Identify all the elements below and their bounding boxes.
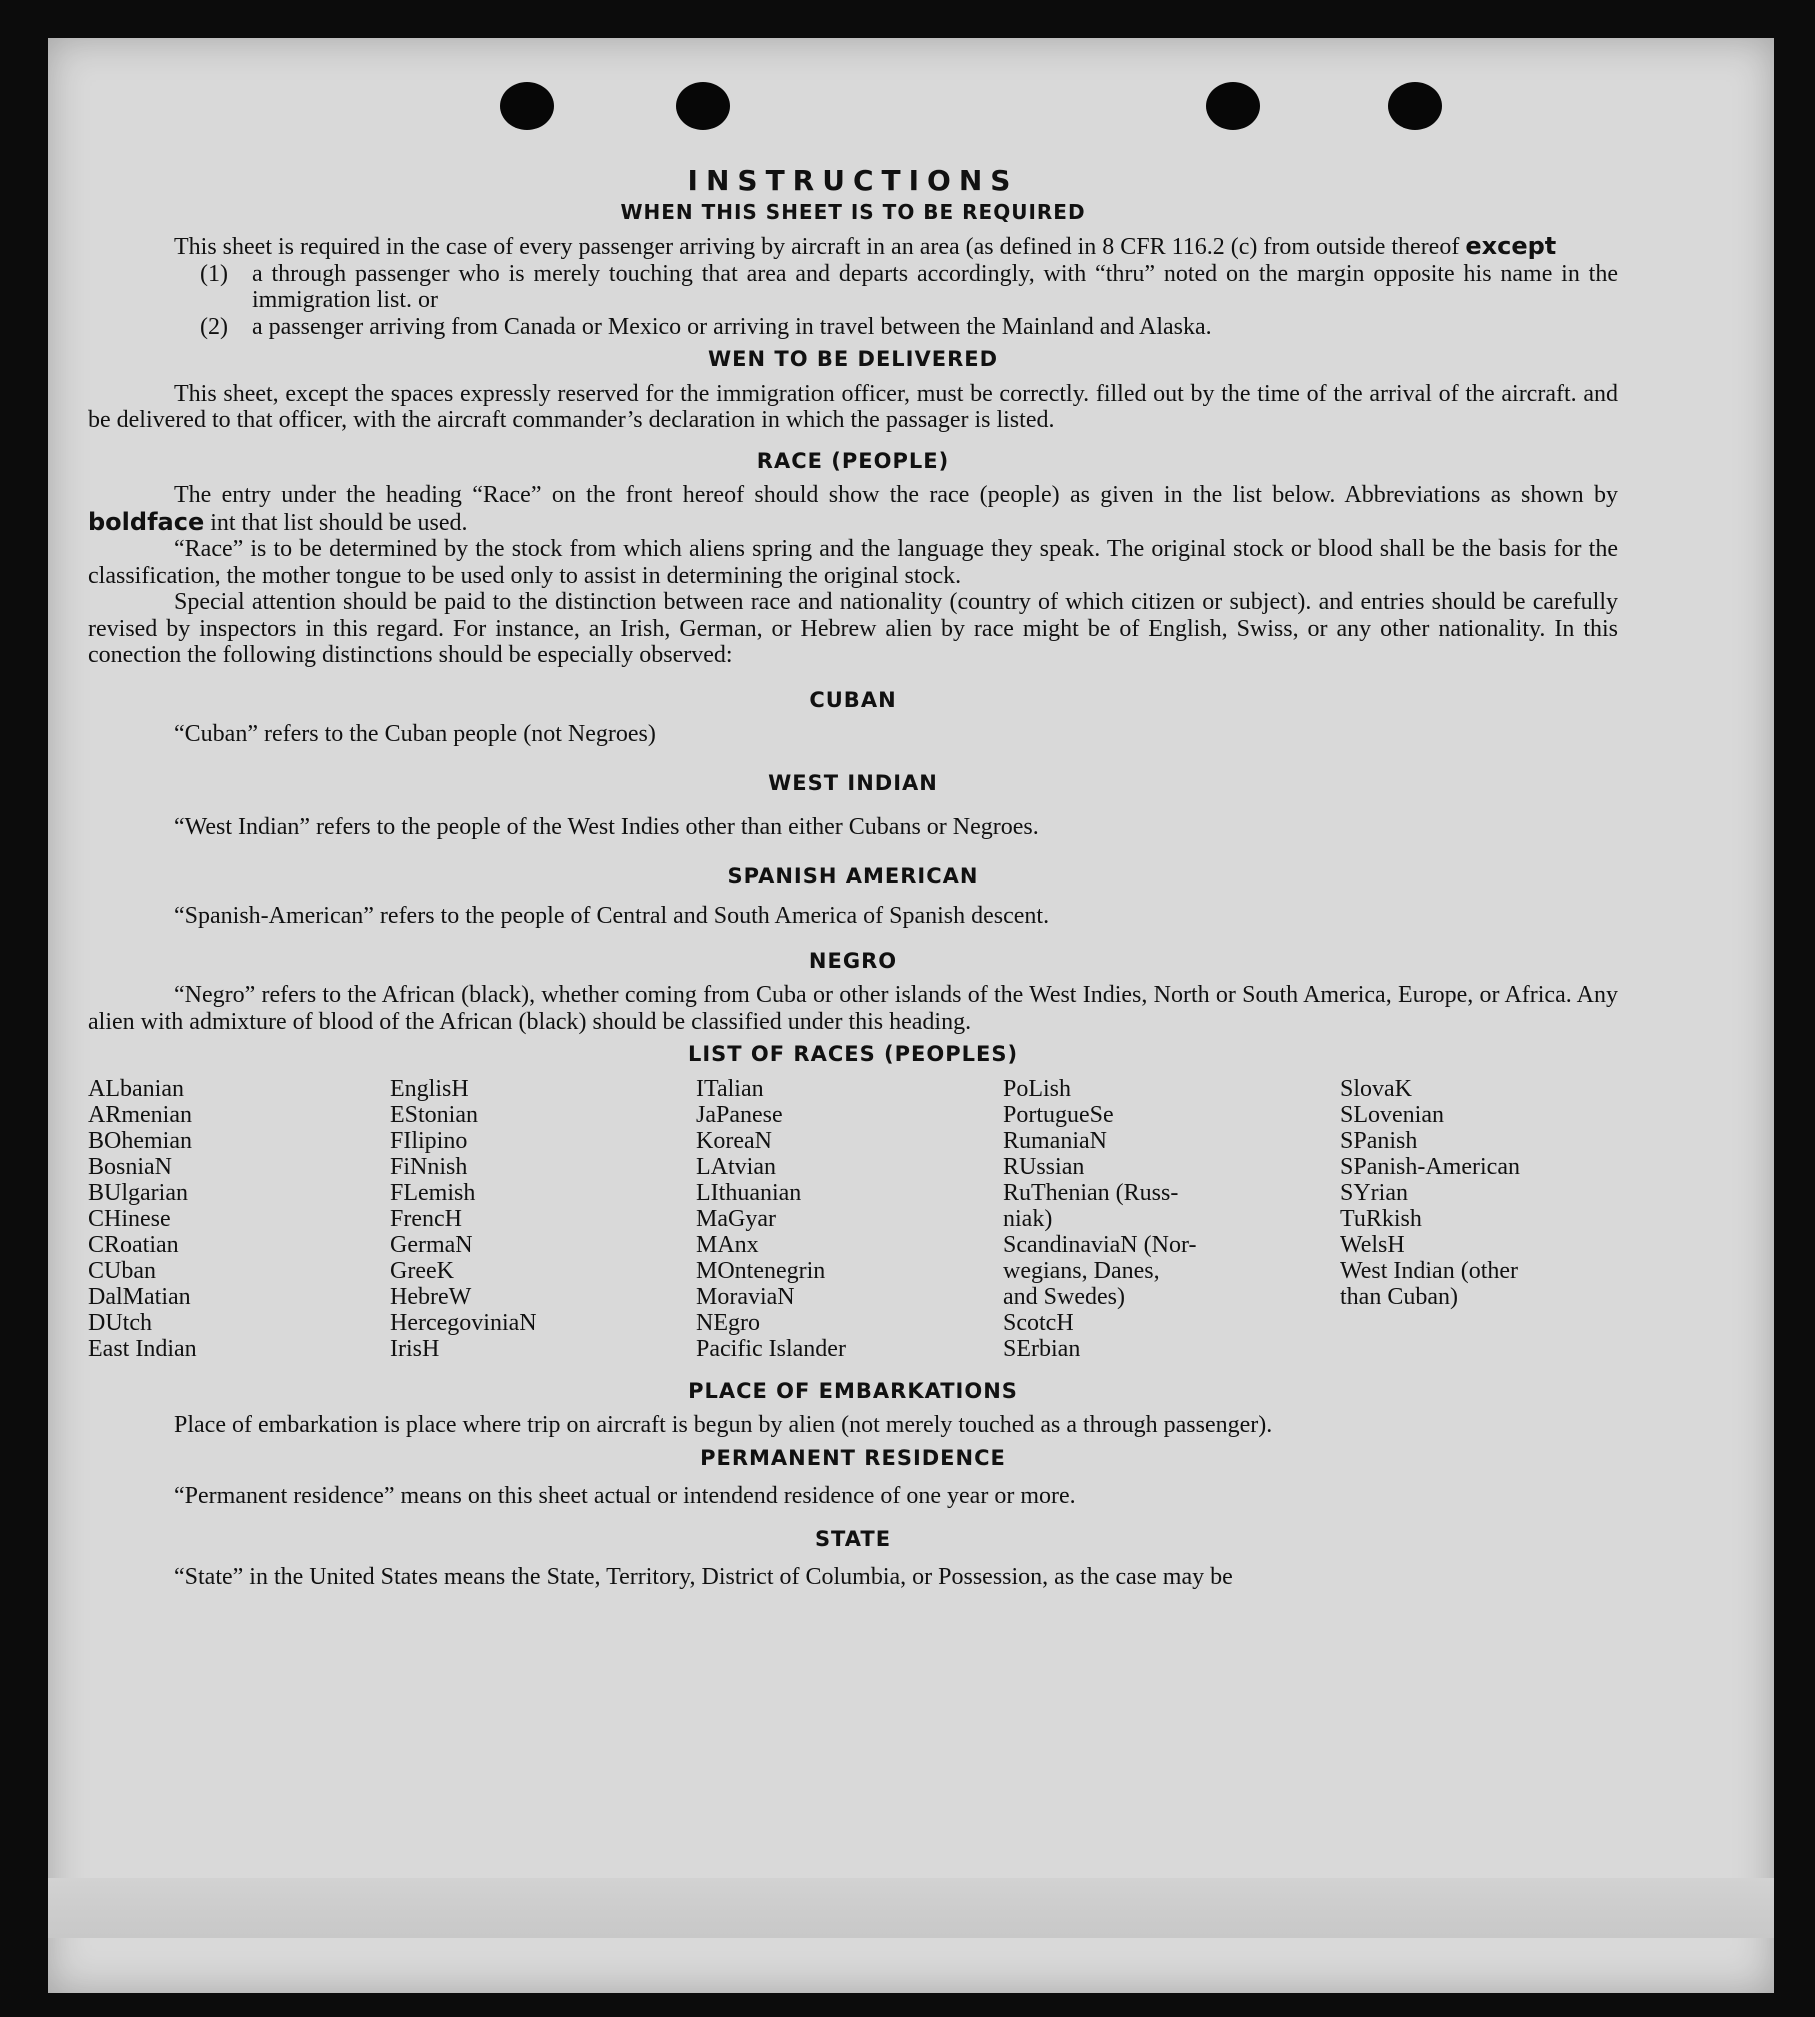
race-name: FIlipino xyxy=(390,1127,468,1154)
section-heading-residence: PERMANENT RESIDENCE xyxy=(700,1445,1006,1470)
race-column xyxy=(1003,1076,1340,1362)
race-name: NEgro xyxy=(696,1309,760,1336)
race-column xyxy=(390,1076,696,1362)
race-paragraph-2: “Race” is to be determined by the stock from which aliens spring and the language they speak. The original stock or blood shall be the basis for the classification, the mother tongue to be used only to assist in determining the original stock. xyxy=(88,536,1618,589)
race-name: BUlgarian xyxy=(88,1179,188,1206)
race-name: West Indian (other than Cuban) xyxy=(1340,1257,1519,1310)
race-name: BOhemian xyxy=(88,1127,192,1154)
race-name: HercegoviniaN xyxy=(390,1309,537,1336)
race-name: East Indian xyxy=(88,1335,197,1362)
bottom-edge-strip xyxy=(48,1878,1774,1938)
race-name: PoLish xyxy=(1003,1075,1072,1102)
punch-hole xyxy=(1206,82,1260,130)
spanish-american-text: “Spanish-American” refers to the people of Central and South America of Spanish descent. xyxy=(174,903,1050,929)
delivered-text: This sheet, except the spaces expressly reserved for the immigration officer, must be correctly. filled out by the time of the arrival of the aircraft. and be delivered to that officer, with the aircraft commander’s declaration in which the passager is listed. xyxy=(88,380,1618,433)
race-name: GermaN xyxy=(390,1231,473,1258)
race-name: SYrian xyxy=(1340,1179,1408,1206)
race-name: DUtch xyxy=(88,1309,152,1336)
race-paragraph-1: The entry under the heading “Race” on the front hereof should show the race (people) as given in the list below. Abbreviations as shown by boldface int that list should be used. xyxy=(88,482,1618,536)
race-name: KoreaN xyxy=(696,1127,772,1154)
race-name: FLemish xyxy=(390,1179,476,1206)
race-name: RuThenian (Russ- niak) xyxy=(1003,1179,1179,1232)
race-name: FrencH xyxy=(390,1205,462,1232)
page-title: INSTRUCTIONS xyxy=(687,164,1019,197)
exception-list xyxy=(88,261,1618,341)
race-name: EnglisH xyxy=(390,1075,469,1102)
residence-text: “Permanent residence” means on this sheet actual or intendend residence of one year or more. xyxy=(174,1483,1076,1509)
race-name: Pacific Islander xyxy=(696,1335,846,1362)
race-name: SPanish xyxy=(1340,1127,1418,1154)
section-heading-embarkation: PLACE OF EMBARKATIONS xyxy=(688,1378,1018,1403)
instructions-content xyxy=(88,164,1618,1591)
section-heading-negro: NEGRO xyxy=(808,948,898,973)
race-name: FiNnish xyxy=(390,1153,468,1180)
section-heading-list-of-races: LIST OF RACES (PEOPLES) xyxy=(687,1042,1019,1066)
negro-text: “Negro” refers to the African (black), whether coming from Cuba or other islands of the West Indies, North or South America, Europe, or Africa. Any alien with admixture of blood of the African (black) should be classified under this heading. xyxy=(88,982,1618,1035)
race-name: BosniaN xyxy=(88,1153,172,1180)
race-name: ARmenian xyxy=(88,1101,192,1128)
race-paragraph-3: Special attention should be paid to the distinction between race and nationality (country of which citizen or subject). and entries should be carefully revised by inspectors in this regard. For instance, an Irish, German, or Hebrew alien by race might be of English, Swiss, or any other nationality. In this conection the following distinctions should be especially observed: xyxy=(88,589,1618,668)
race-name: TuRkish xyxy=(1340,1205,1422,1232)
race-name: IrisH xyxy=(390,1335,440,1362)
embarkation-text: Place of embarkation is place where trip on aircraft is begun by alien (not merely touched as a through passenger). xyxy=(174,1412,1273,1438)
race-name: WelsH xyxy=(1340,1231,1405,1258)
race-name: SPanish-American xyxy=(1340,1153,1520,1180)
race-name: ScandinaviaN (Nor- wegians, Danes, and Swedes) xyxy=(1003,1231,1197,1310)
race-name: EStonian xyxy=(390,1101,478,1128)
list-item: (2) a passenger arriving from Canada or Mexico or arriving in travel between the Mainland and Alaska. xyxy=(200,313,1212,340)
race-name: MaGyar xyxy=(696,1205,776,1232)
punch-hole xyxy=(676,82,730,130)
race-name: CRoatian xyxy=(88,1231,179,1258)
section-heading-cuban: CUBAN xyxy=(809,687,897,712)
race-name: HebreW xyxy=(390,1283,472,1310)
race-name: SErbian xyxy=(1003,1335,1081,1362)
race-name: GreeK xyxy=(390,1257,454,1284)
race-column xyxy=(88,1076,390,1362)
section-heading-west-indian: WEST INDIAN xyxy=(768,770,938,795)
section-heading-race: RACE (PEOPLE) xyxy=(756,448,950,473)
race-name: JaPanese xyxy=(696,1101,783,1128)
race-name: LIthuanian xyxy=(696,1179,802,1206)
race-name: MOntenegrin xyxy=(696,1257,826,1284)
race-name: CUban xyxy=(88,1257,156,1284)
section-heading-required: WHEN THIS SHEET IS TO BE REQUIRED xyxy=(620,199,1086,224)
race-column xyxy=(696,1076,1003,1362)
race-name: ITalian xyxy=(696,1075,764,1102)
race-name: SLovenian xyxy=(1340,1101,1444,1128)
race-column xyxy=(1340,1076,1618,1362)
race-list xyxy=(88,1076,1618,1362)
race-name: CHinese xyxy=(88,1205,171,1232)
race-name: MAnx xyxy=(696,1231,759,1258)
required-intro: This sheet is required in the case of every passenger arriving by aircraft in an area (as defined in 8 CFR 116.2 (c) from outside thereof except xyxy=(174,232,1557,260)
race-name: MoraviaN xyxy=(696,1283,795,1310)
west-indian-text: “West Indian” refers to the people of the West Indies other than either Cubans or Negroes. xyxy=(174,814,1039,840)
race-name: SlovaK xyxy=(1340,1075,1412,1102)
state-text: “State” in the United States means the State, Territory, District of Columbia, or Possession, as the case may be xyxy=(174,1564,1233,1590)
race-name: RUssian xyxy=(1003,1153,1085,1180)
race-name: ALbanian xyxy=(88,1075,184,1102)
document-page xyxy=(48,38,1774,1993)
punch-hole xyxy=(1388,82,1442,130)
race-name: LAtvian xyxy=(696,1153,776,1180)
race-name: DalMatian xyxy=(88,1283,191,1310)
list-item: (1) a through passenger who is merely touching that area and departs accordingly, with “thru” noted on the margin opposite his name in the immigration list. or xyxy=(200,260,1618,313)
race-name: PortugueSe xyxy=(1003,1101,1114,1128)
race-name: RumaniaN xyxy=(1003,1127,1107,1154)
race-name: ScotcH xyxy=(1003,1309,1074,1336)
section-heading-spanish-american: SPANISH AMERICAN xyxy=(727,863,979,888)
punch-hole xyxy=(500,82,554,130)
section-heading-state: STATE xyxy=(814,1526,892,1551)
cuban-text: “Cuban” refers to the Cuban people (not Negroes) xyxy=(174,721,656,747)
section-heading-delivered: WEN TO BE DELIVERED xyxy=(707,347,999,371)
